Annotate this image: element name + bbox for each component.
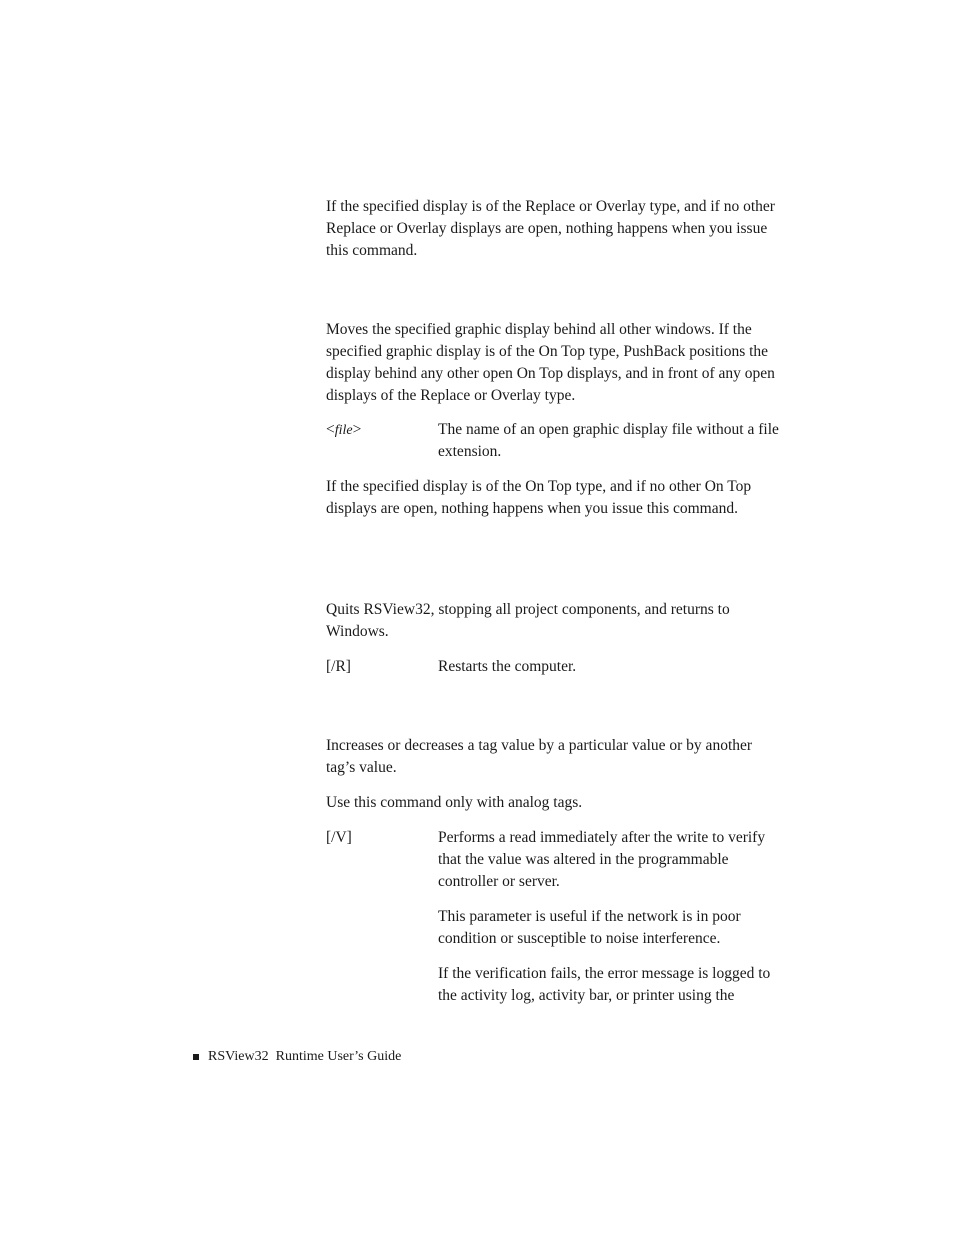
quit-param-r: [326, 656, 781, 678]
pushback-param-file: [326, 419, 781, 463]
pushback-section: [326, 319, 781, 407]
param-term-r: [/R]: [326, 658, 351, 675]
ramp-section: [326, 735, 781, 779]
quit-description: Quits RSView32, stopping all project components, and returns to Windows.: [326, 601, 730, 640]
param-description-file: The name of an open graphic display file without a file extension.: [438, 421, 779, 460]
intro-section: [326, 196, 781, 262]
param-term-v: [/V]: [326, 829, 352, 846]
ramp-usage: Use this command only with analog tags.: [326, 794, 583, 811]
footer-product: RSView32: [208, 1049, 269, 1064]
param-term-file: <file>: [326, 421, 362, 438]
footer-bullet-icon: [193, 1054, 199, 1060]
param-description-r: Restarts the computer.: [438, 658, 577, 675]
pushback-note-section: [326, 476, 781, 520]
footer-guide: Runtime User’s Guide: [275, 1049, 402, 1064]
quit-section: [326, 599, 781, 643]
pushback-note: If the specified display is of the On Top type, and if no other On Top displays are open, nothing happens when you issue this command.: [326, 478, 752, 517]
pushback-description: Moves the specified graphic display behind all other windows. If the specified graphic display is of the On Top type, PushBack positions the display behind any other open On Top displays, and in front of any open displays of the Replace or Overlay type.: [326, 321, 775, 404]
ramp-description: Increases or decreases a tag value by a particular value or by another tag’s value.: [326, 737, 753, 776]
page-footer: [193, 1047, 401, 1067]
ramp-param-v: [326, 827, 781, 1007]
intro-paragraph: If the specified display is of the Replace or Overlay type, and if no other Replace or Overlay displays are open, nothing happens when you issue this command.: [326, 198, 775, 259]
param-description-v: Performs a read immediately after the write to verify that the value was altered in the programmable controller or server. This parameter is useful if the network is in poor condition or susceptible to noise interference. If the verification fails, the error message is logged to the activity log, activity bar, or printer using the: [438, 829, 771, 1004]
ramp-usage-section: [326, 792, 781, 814]
